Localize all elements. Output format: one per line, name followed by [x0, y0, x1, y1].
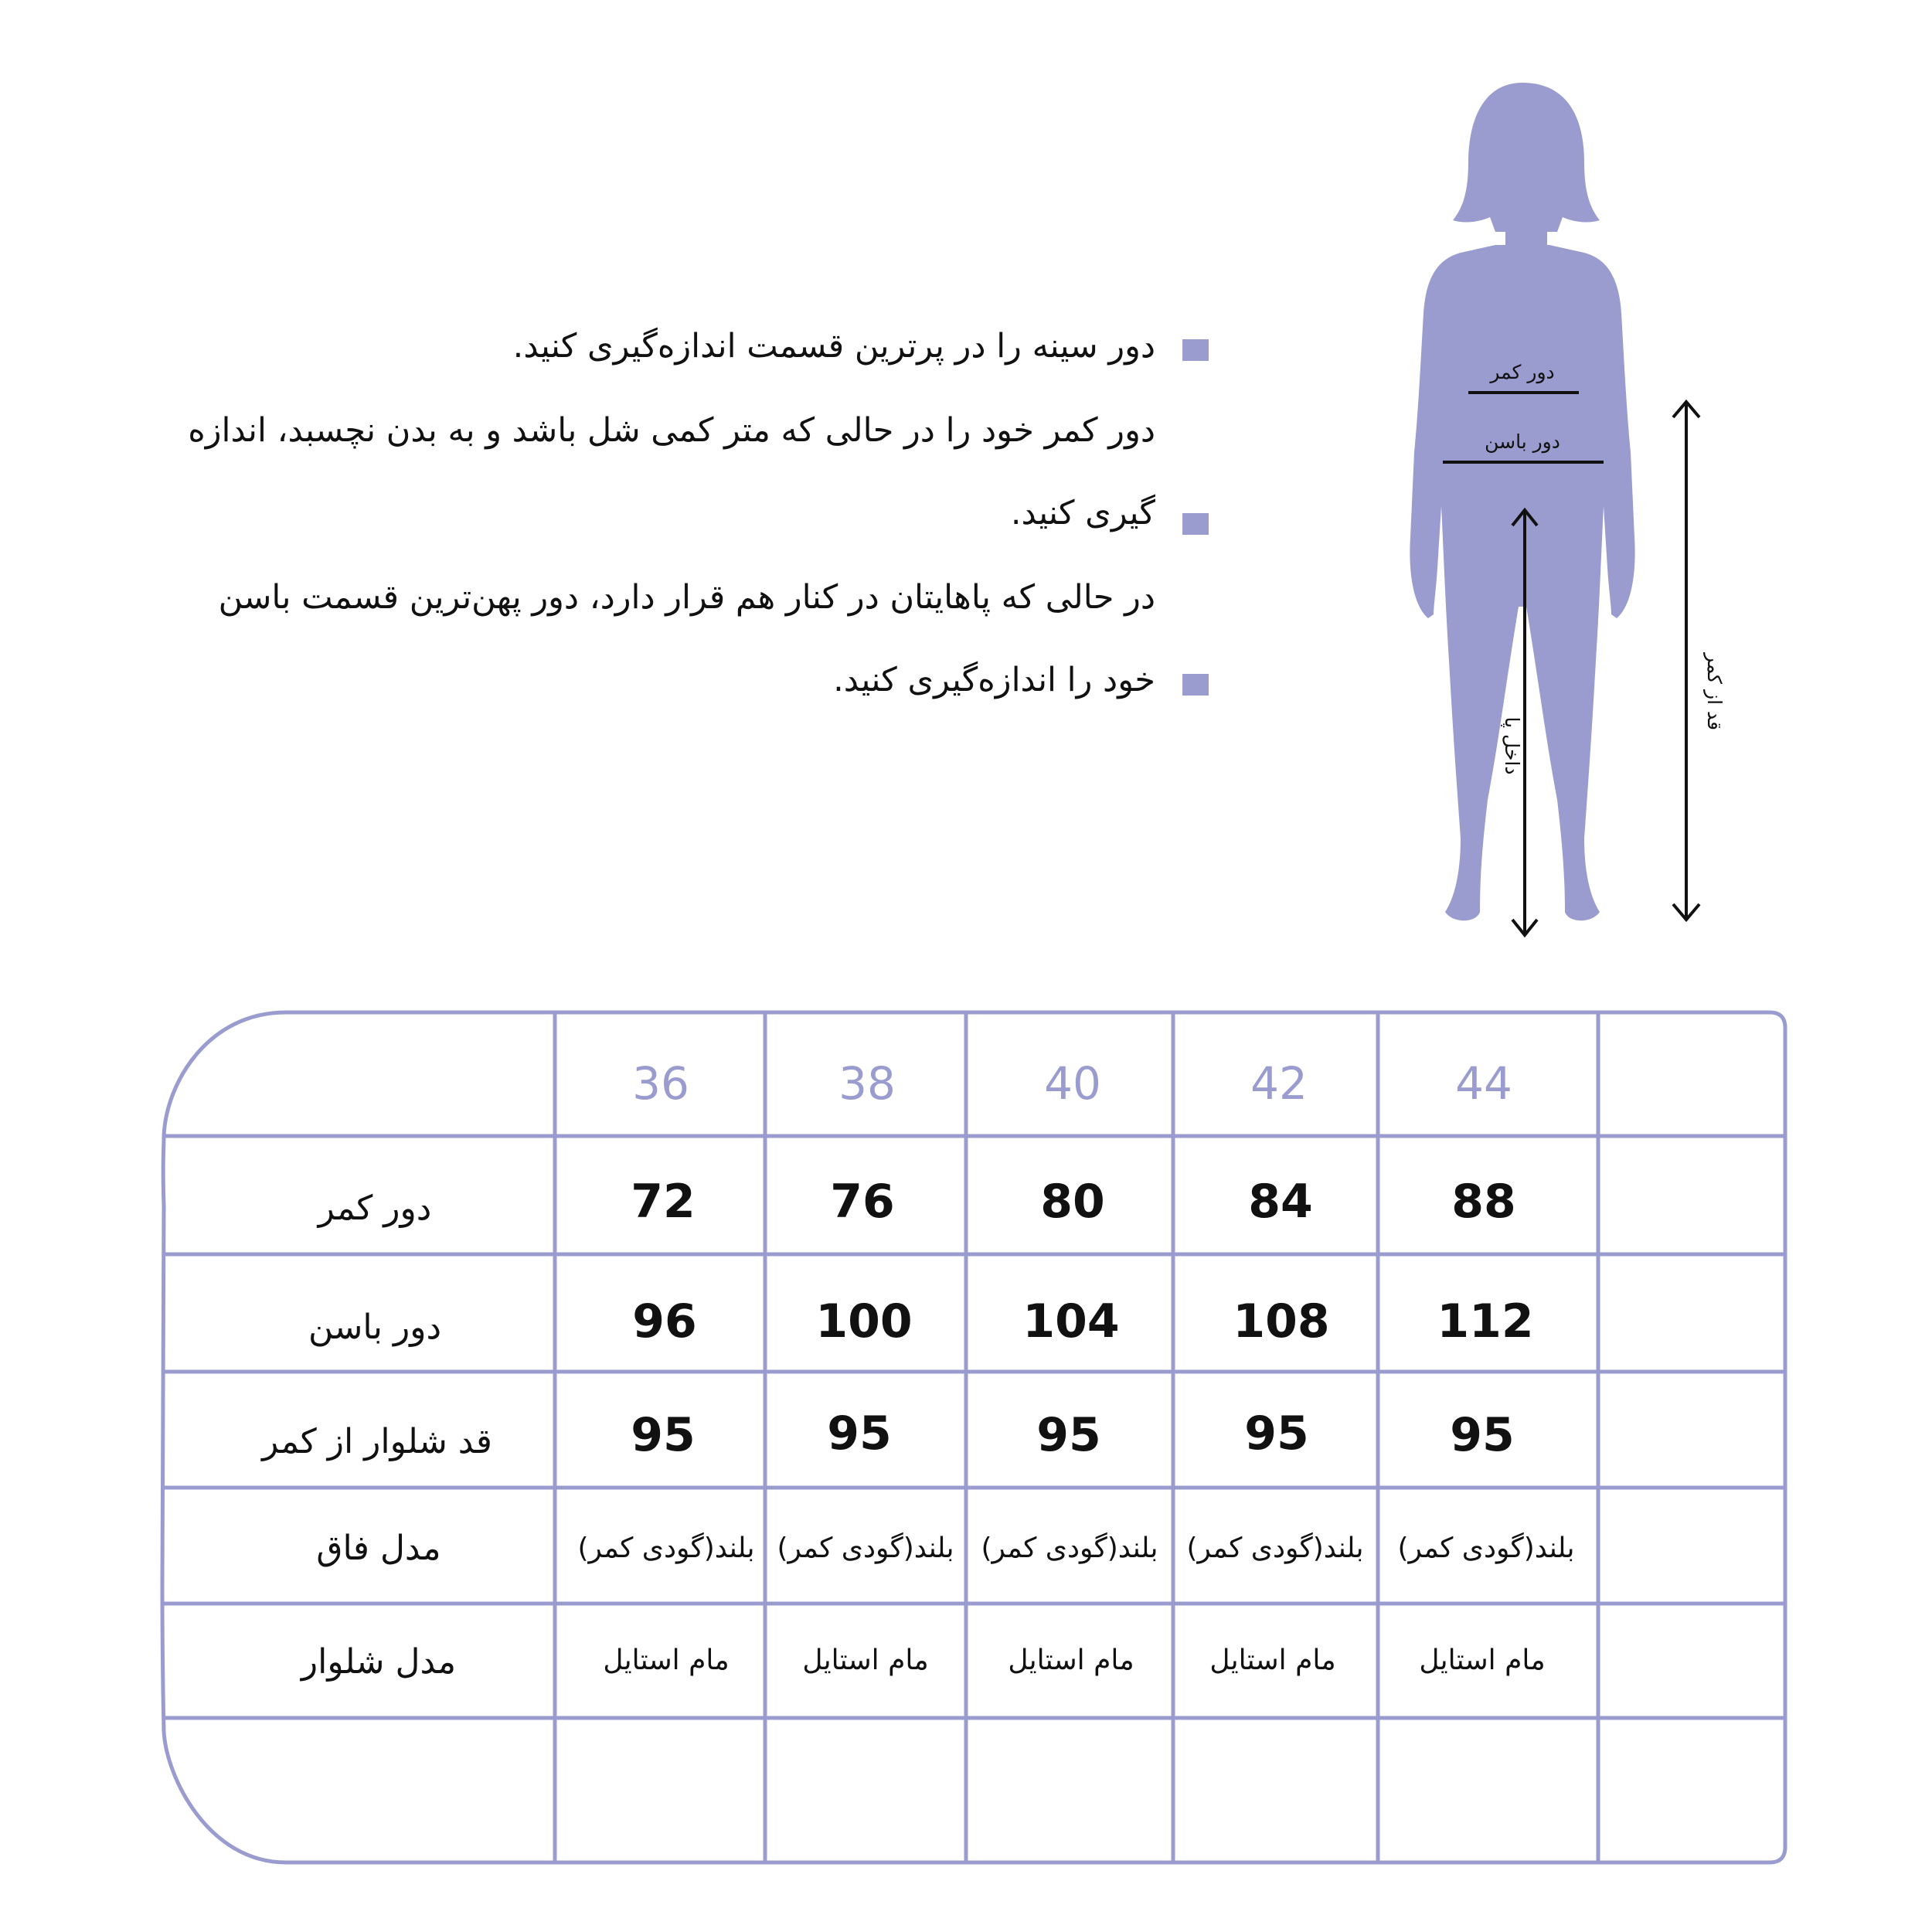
table-row — [316, 1529, 1574, 1568]
instruction-line: خود را اندازه‌گیری کنید. — [833, 661, 1155, 699]
size-header: 44 — [1455, 1057, 1512, 1110]
table-cell: بلند(گودی کمر) — [1186, 1532, 1364, 1564]
table-cell: مام استایل — [1209, 1645, 1336, 1676]
table-cell: بلند(گودی کمر) — [577, 1532, 755, 1564]
table-row — [308, 1294, 1534, 1349]
table-cell: 76 — [830, 1175, 895, 1229]
hip-label: دور باسن — [1485, 430, 1560, 453]
table-cell: 88 — [1451, 1175, 1516, 1229]
table-cell: مام استایل — [1419, 1645, 1546, 1676]
table-cell: 95 — [1244, 1406, 1309, 1461]
table-cell: بلند(گودی کمر) — [777, 1532, 954, 1564]
size-header: 36 — [632, 1057, 689, 1110]
instruction-line: دور سینه را در پرترین قسمت اندازه‌گیری کنید. — [512, 327, 1155, 366]
waist-label: دور کمر — [1490, 361, 1555, 383]
row-label: دور باسن — [308, 1308, 442, 1347]
table-row — [260, 1406, 1515, 1462]
table-cell: 72 — [631, 1175, 696, 1229]
table-cell: بلند(گودی کمر) — [1397, 1532, 1575, 1564]
table-cell: 96 — [632, 1294, 697, 1349]
instruction-line: در حالی که پاهایتان در کنار هم قرار دارد، دور پهن‌ترین قسمت باسن — [218, 578, 1155, 617]
instruction-line: گیری کنید. — [1010, 494, 1155, 532]
table-cell: 80 — [1040, 1175, 1105, 1229]
inseam-label: داخل پا — [1501, 716, 1523, 775]
size-header: 38 — [838, 1057, 896, 1110]
table-cell: 108 — [1233, 1294, 1330, 1349]
table-cell: 104 — [1022, 1294, 1120, 1349]
table-cell: 95 — [827, 1406, 892, 1461]
instruction-line: دور کمر خود را در حالی که متر کمی شل باشد و به بدن نچسبد، اندازه — [188, 411, 1155, 450]
size-header: 40 — [1044, 1057, 1101, 1110]
size-header: 42 — [1250, 1057, 1308, 1110]
table-cell: بلند(گودی کمر) — [981, 1532, 1158, 1564]
table-cell: 95 — [631, 1408, 696, 1462]
table-cell: 100 — [815, 1294, 913, 1349]
table-cell: 95 — [1450, 1408, 1515, 1462]
row-label: قد شلوار از کمر — [262, 1422, 492, 1461]
row-label: مدل شلوار — [301, 1642, 457, 1682]
table-row — [317, 1175, 1516, 1229]
row-label: مدل فاق — [316, 1529, 441, 1568]
table-cell: 84 — [1248, 1175, 1313, 1229]
table-cell: 112 — [1437, 1294, 1534, 1349]
table-cell: مام استایل — [1008, 1645, 1134, 1676]
table-cell: مام استایل — [603, 1645, 730, 1676]
table-row — [300, 1642, 1546, 1682]
table-cell: 95 — [1036, 1408, 1101, 1462]
table-cell: مام استایل — [802, 1645, 929, 1676]
outseam-label: قد از کمر — [1703, 652, 1726, 731]
row-label: دور کمر — [318, 1189, 432, 1228]
